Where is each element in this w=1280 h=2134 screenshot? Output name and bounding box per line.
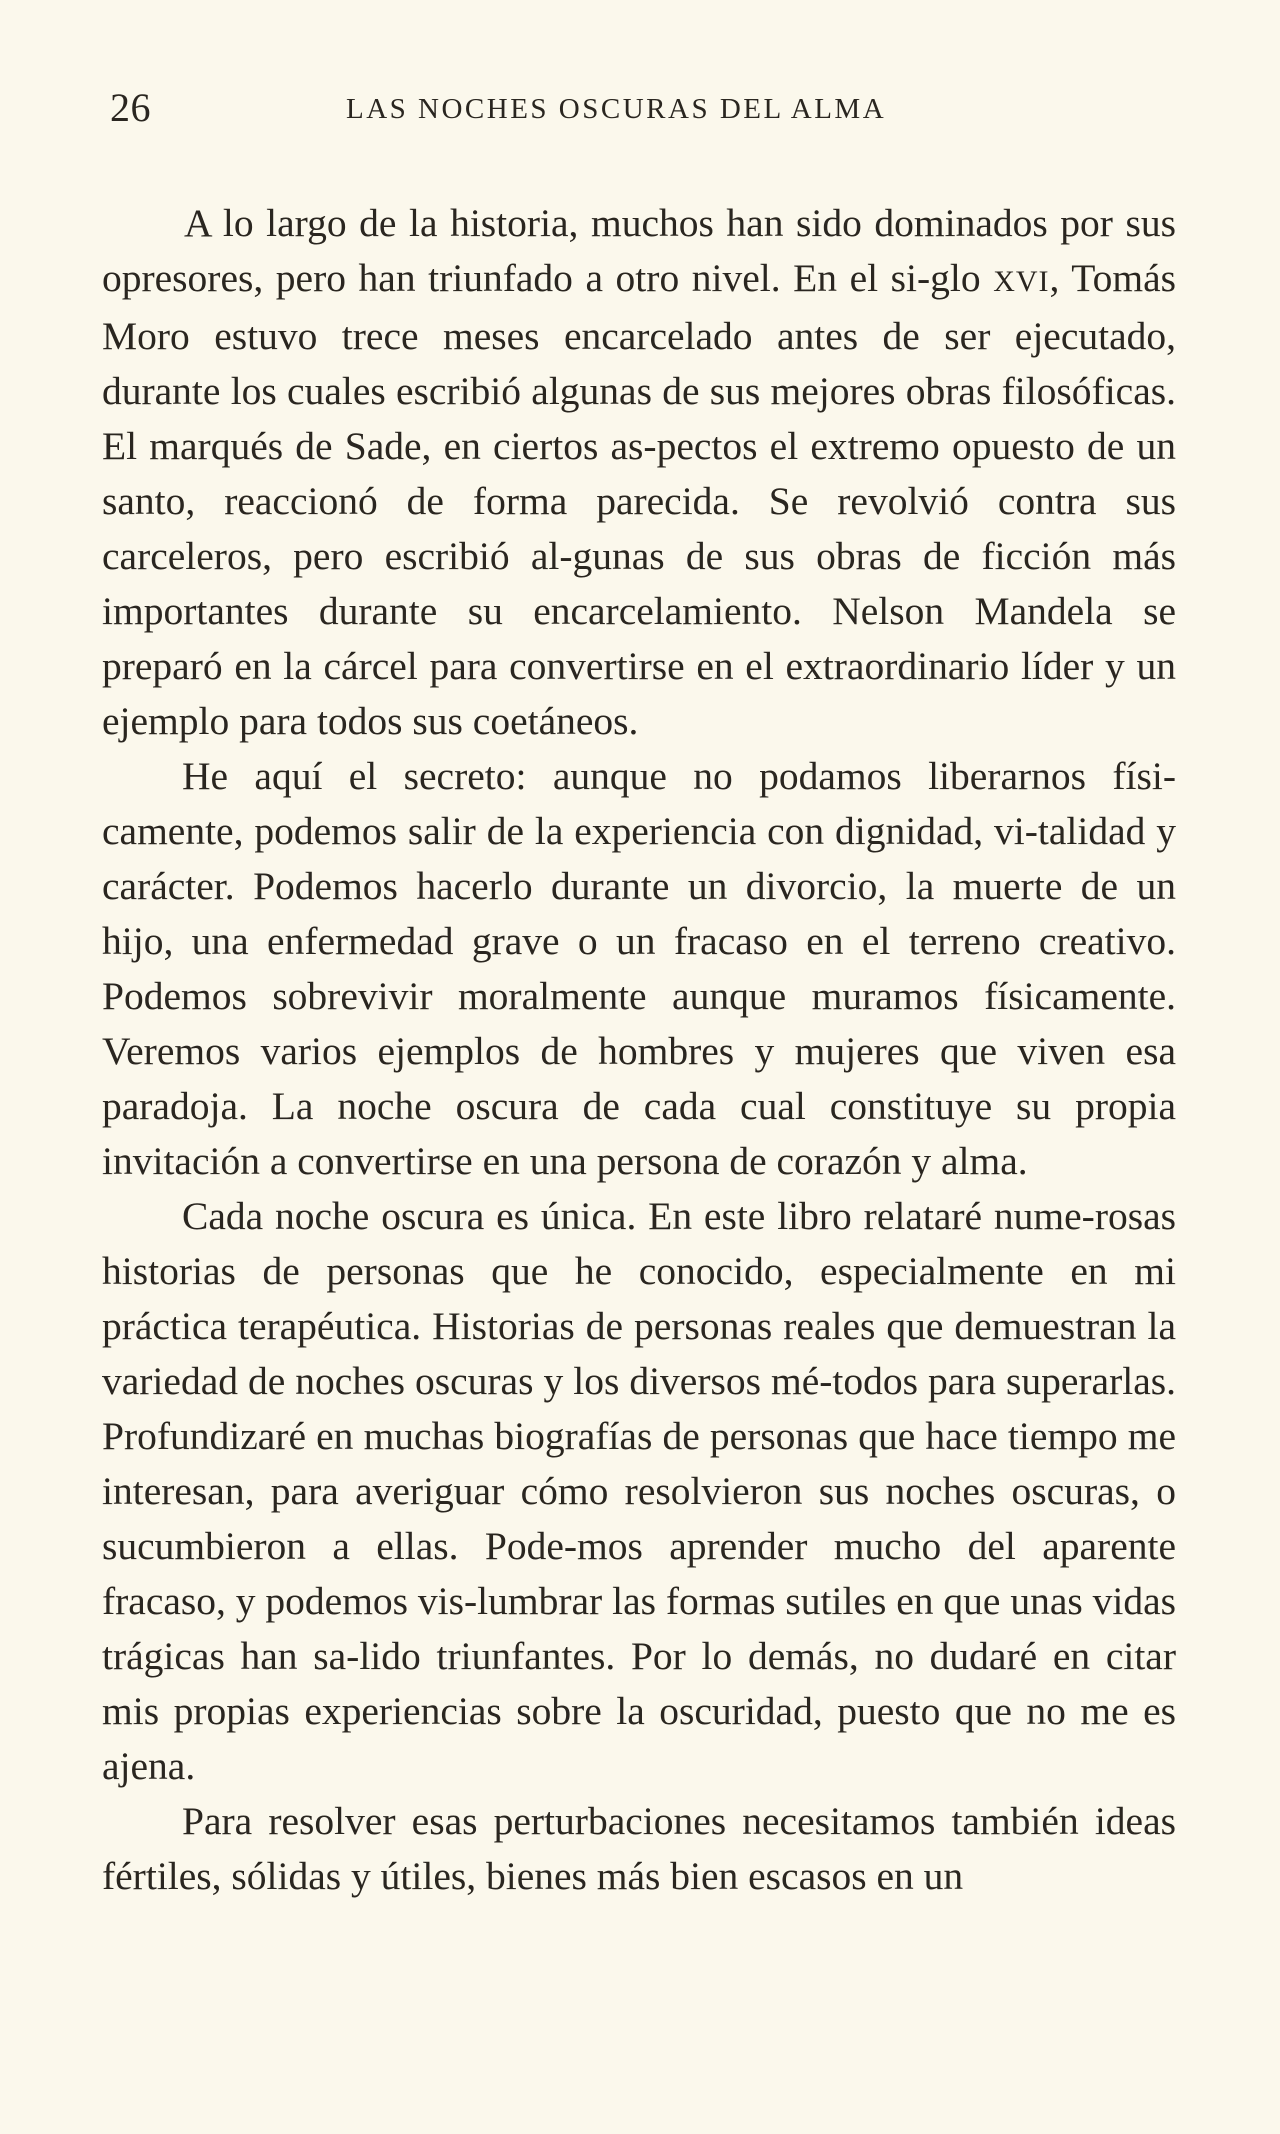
body-text — [102, 196, 1176, 1904]
paragraph-4: Para resolver esas perturbaciones necesitamos también ideas fértiles, sólidas y útiles, bienes más bien escasos en un — [102, 1799, 1176, 1898]
century-small-caps: XVI — [993, 265, 1050, 298]
page-number: 26 — [110, 85, 151, 130]
paragraph-1-text-start: A lo largo de la historia, muchos han sido dominados por sus opresores, pero han triunfado a otro nivel. En el si-glo — [102, 201, 1176, 300]
paragraph-1-text-end: , Tomás Moro estuvo trece meses encarcelado antes de ser ejecutado, durante los cuales escribió algunas de sus mejores obras filosóficas. El marqués de Sade, en ciertos as-pectos el extremo opuesto de un santo, reaccionó de forma parecida. Se revolvió contra sus carceleros, pero escribió al-gunas de sus obras de ficción más importantes durante su encarcelamiento. Nelson Mandela se preparó en la cárcel para convertirse en el extraordinario líder y un ejemplo para todos sus coetáneos. — [102, 256, 1176, 743]
paragraph-1 — [102, 196, 1176, 749]
running-title: LAS NOCHES OSCURAS DEL ALMA — [346, 93, 887, 125]
paragraph-3: Cada noche oscura es única. En este libro relataré nume-rosas historias de personas que he conocido, especialmente en mi práctica terapéutica. Historias de personas reales que demuestran la variedad de noches oscuras y los diversos mé-todos para superarlas. Profundizaré en muchas biografías de personas que hace tiempo me interesan, para averiguar cómo resolvieron sus noches oscuras, o sucumbieron a ellas. Pode-mos aprender mucho del aparente fracaso, y podemos vis-lumbrar las formas sutiles en que unas vidas trágicas han sa-lido triunfantes. Por lo demás, no dudaré en citar mis propias experiencias sobre la oscuridad, puesto que no me es ajena. — [102, 1194, 1176, 1788]
running-head — [110, 78, 1170, 138]
paragraph-2: He aquí el secreto: aunque no podamos liberarnos físi-camente, podemos salir de la experiencia con dignidad, vi-talidad y carácter. Podemos hacerlo durante un divorcio, la muerte de un hijo, una enfermedad grave o un fracaso en el terreno creativo. Podemos sobrevivir moralmente aunque muramos físicamente. Veremos varios ejemplos de hombres y mujeres que viven esa paradoja. La noche oscura de cada cual constituye su propia invitación a convertirse en una persona de corazón y alma. — [102, 754, 1176, 1183]
